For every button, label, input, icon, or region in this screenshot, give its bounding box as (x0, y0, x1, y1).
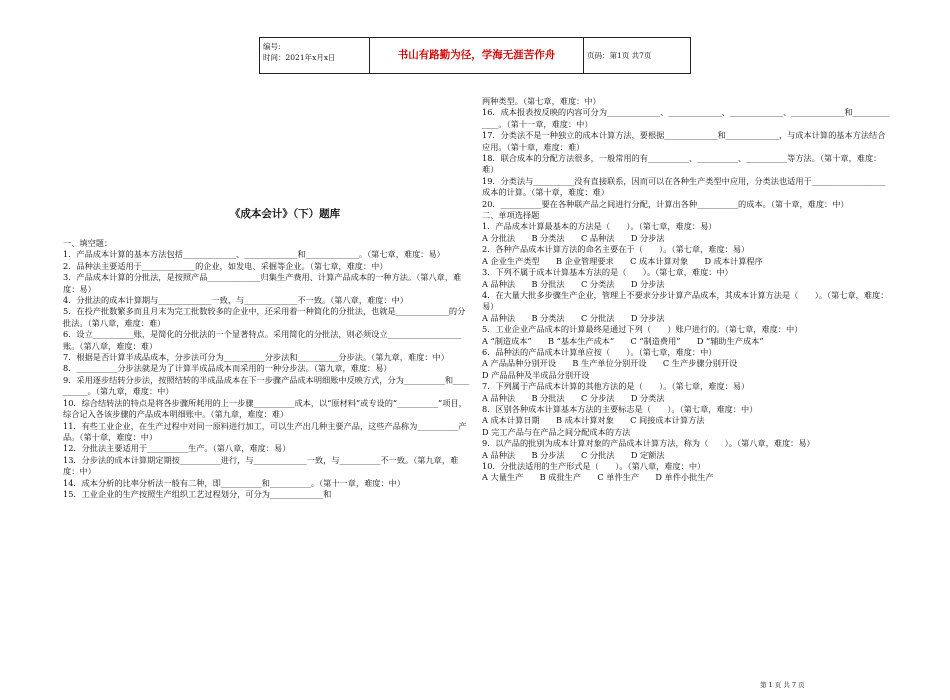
text-line: 4．在大量大批多步骤生产企业，管理上不要求分步计算产品成本，其成本计算方法是（ ）。（第七章，难度：易） (482, 289, 889, 312)
text-line: A 品种法 B 分批法 C 分类法 D 分步法 (482, 278, 665, 289)
text-line: D 完工产品与在产品之间分配成本的方法 (482, 426, 631, 437)
text-line: 12．分批法主要适用于__________生产。（第八章，难度：易） (63, 443, 291, 454)
doc-date: 时间：2021年x月x日 (263, 53, 336, 62)
text-line: 2．各种产品成本计算方法的命名主要在于（ ）。（第七章，难度：易） (482, 244, 750, 255)
text-line: 7．下列属于产品成本计算的其他方法的是（ ）。（第七章，难度：易） (482, 381, 750, 392)
text-line: A 品种法 B 分批法 C 分步法 D 分类法 (482, 392, 665, 403)
text-line: 二、单项选择题 (482, 210, 540, 221)
text-line: 1．产品成本计算最基本的方法是（ ）。（第七章，难度：易） (482, 221, 717, 232)
text-line: 4．分批法的成本计算期与_____________一致，与_____________不一致。（第八章，难度：中） (63, 295, 408, 306)
page-header (259, 37, 691, 74)
header-info-cell (260, 38, 370, 73)
text-line: A 品种法 B 分类法 C 分批法 D 分步法 (482, 312, 665, 323)
header-motto: 书山有路勤为径，学海无涯苦作舟 (370, 38, 584, 73)
text-line: 9．采用逐步结转分步法，按照结转的半成品成本在下一步骤产品成本明细账中反映方式，分为__________和__________。（第九章，难度：中） (63, 374, 470, 397)
text-line: 14．成本分析的比率分析法一般有二种，即__________和__________。（第十一章，难度：中） (63, 477, 406, 488)
text-line: A 产品品种分别开设 B 生产单位分别开设 C 生产步骤分别开设 (482, 358, 738, 369)
text-line: 13．分步法的成本计算期定期按__________进行，与_____________一致，与__________不一致。（第九章，难度：中） (63, 454, 459, 477)
doc-number-label: 编号: (263, 42, 281, 51)
text-line: 3．下列不属于成本计算基本方法的是（ ）。（第七章，难度：中） (482, 267, 733, 278)
text-line: 5．在投产批数繁多而且月末为完工批数较多的企业中，还采用着一种简化的分批法，也就是_____________的分批法。（第八章，难度：难） (63, 306, 466, 328)
left-column (63, 238, 473, 500)
text-line: 7．根据是否计算半成品成本，分步法可分为__________分步法和__________分步法。（第九章，难度：中） (63, 352, 449, 363)
text-line: 6．设立__________账，是简化的分批法的一个显著特点。采用简化的分批法，则必须设立__________________账。（第八章，难度：难） (63, 329, 462, 351)
text-line: A “制造成本” B “基本生产成本” C “制造费用” D “辅助生产成本” (482, 335, 764, 346)
text-line: 15．工业企业的生产按照生产组织工艺过程划分，可分为_____________和 (63, 488, 332, 499)
page-footer: 第 1 页 共 7 页 (760, 681, 805, 689)
text-line: 5．工业企业产品成本的计算最终是通过下列（ ）账户进行的。（第七章，难度：中） (482, 324, 803, 335)
right-column (482, 96, 892, 484)
text-line: 10．综合结转法的特点是将各步骤所耗用的上一步骤__________成本，以“原材料”或专设的“__________”项目，综合记入各该步骤的产品成本明细账中。（第九章，难度：难） (63, 397, 467, 420)
text-line: A 成本计算日期 B 成本计算对象 C 间接成本计算方法 (482, 415, 705, 426)
text-line: 18．联合成本的分配方法很多，一般常用的有__________、__________、__________等方法。（第十章，难度：难） (482, 153, 882, 175)
text-line: A 企业生产类型 B 企业管理要求 C 成本计算对象 D 成本计算程序 (482, 255, 763, 266)
text-line: 11．有些工业企业，在生产过程中对同一原料进行加工，可以生产出几种主要产品，这些产品称为__________产品。（第十章，难度：中） (63, 420, 467, 442)
text-line: 2．品种法主要适用于_____________的企业，如发电、采掘等企业。（第七章，难度：中） (63, 260, 388, 271)
header-page-number: 页码：第1页 共7页 (587, 51, 652, 60)
text-line: 16．成本报表按反映的内容可分为_____________、_____________、_____________、_____________和_____________。（第十一章，难度：中） (482, 107, 890, 129)
text-line: 3．产品成本计算的分批法，是按照产品_____________归集生产费用、计算产品成本的一种方法。（第八章，难度：易） (63, 272, 462, 294)
text-line: 6．品种法的产品成本计算单应按（ ）。（第七章，难度：中） (482, 346, 717, 357)
text-line: 两种类型。（第七章，难度：中） (482, 96, 601, 106)
text-line: A 分批法 B 分类法 C 品种法 D 分步法 (482, 232, 665, 243)
text-line: 8．__________分步法就是为了计算半成品成本而采用的一种分步法。（第九章，难度：易） (63, 363, 392, 374)
text-line: 10．分批法适用的生产形式是（ ）。（第八章，难度：中） (482, 461, 706, 471)
text-line: 8．区别各种成本计算基本方法的主要标志是（ ）。（第七章，难度：中） (482, 403, 758, 414)
text-line: A 品种法 B 分步法 C 分批法 D 定额法 (482, 449, 665, 460)
text-line: 一、填空题： (63, 238, 113, 248)
text-line: D 产品品种及半成品分别开设 (482, 369, 590, 380)
text-line: 9．以产品的批别为成本计算对象的产品成本计算方法，称为（ ）。（第八章，难度：易） (482, 438, 815, 449)
text-line: A 大量生产 B 成批生产 C 单件生产 D 单件小批生产 (482, 472, 714, 483)
text-line: 1．产品成本计算的基本方法包括_____________、_____________和_____________。（第七章，难度：易） (63, 249, 445, 260)
document-title: 《成本会计》（下）题库 (229, 208, 341, 220)
text-line: 17．分类法不是一种独立的成本计算方法，要根据_____________和_____________，与成本计算的基本方法结合应用。（第十章，难度：难） (482, 130, 886, 152)
text-line: 19．分类法与__________没有直接联系，因而可以在各种生产类型中应用，分类法也适用于__________________成本的计算。（第十章，难度：难） (482, 175, 886, 198)
text-line: 20．__________要在各种联产品之间进行分配，计算出各种__________的成本。（第十章，难度：中） (482, 198, 849, 209)
